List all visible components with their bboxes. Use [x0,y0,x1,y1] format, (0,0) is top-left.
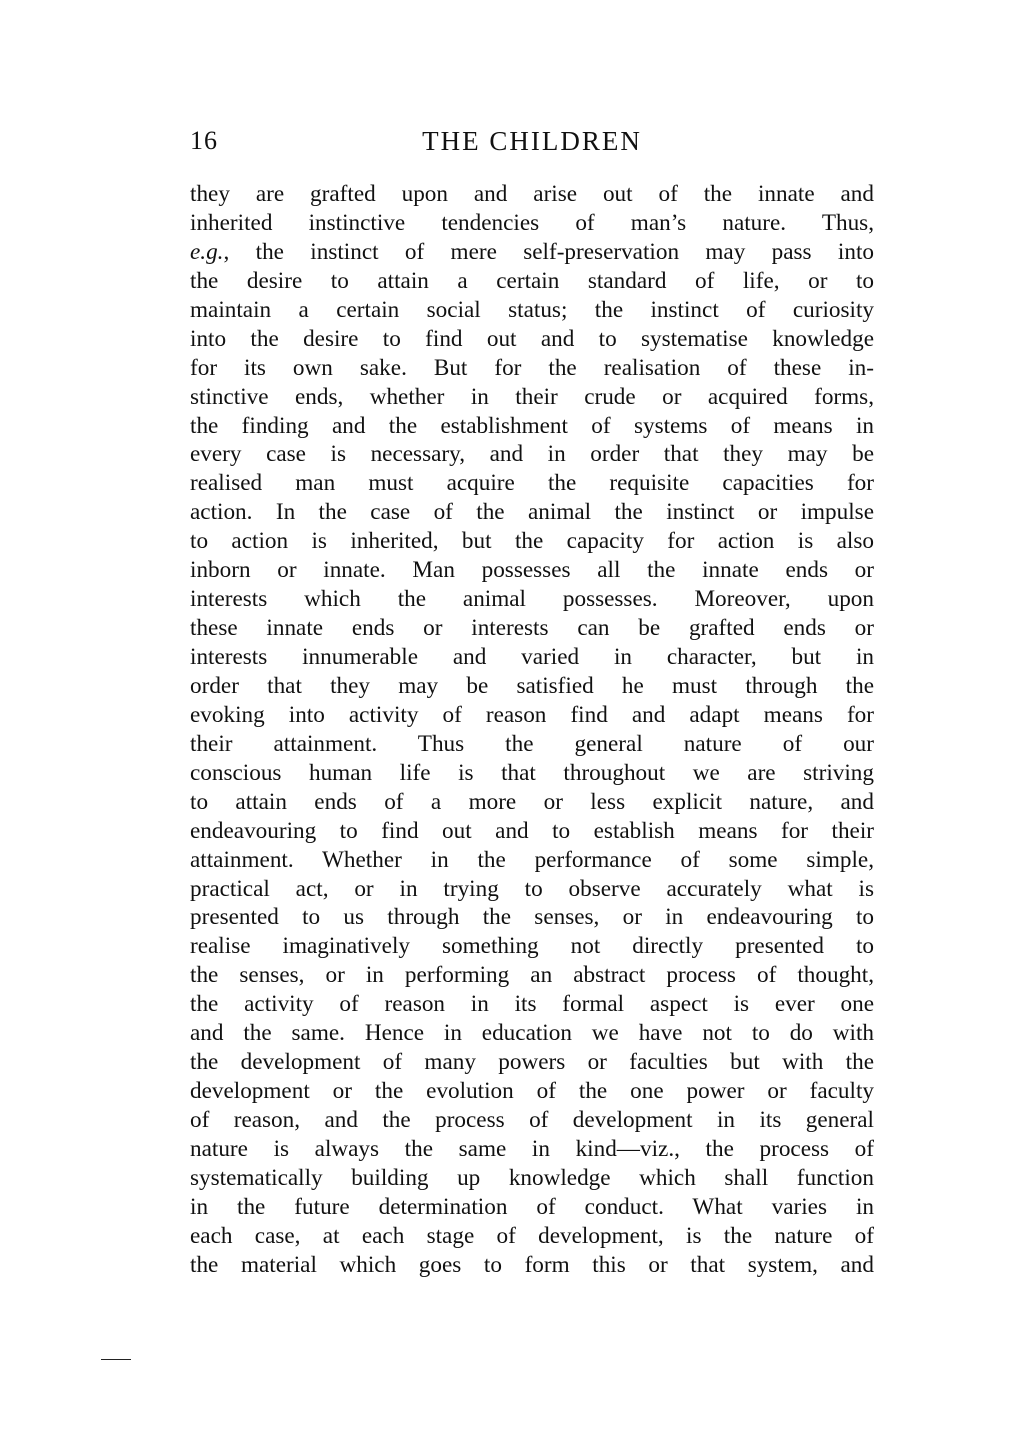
line-text: the finding and the establishment of systems of means in [190,412,874,439]
line-text: every case is necessary, and in order that they may be [190,441,874,468]
text-line [190,730,874,759]
text-line [190,1048,874,1077]
line-text: of reason, and the process of development in its general [190,1107,874,1133]
line-text: they are grafted upon and arise out of the innate and [190,181,874,207]
line-text: realised man must acquire the requisite capacities for [190,470,874,497]
line-text: for its own sake. But for the realisation of these in- [190,354,874,381]
line-text: the senses, or in performing an abstract process of thought, [190,962,874,989]
line-text: realise imaginatively something not directly presented to [190,933,874,960]
running-head [190,126,874,166]
line-text: to attain ends of a more or less explicit nature, and [190,788,874,815]
text-line [190,412,874,441]
line-text: in the future determination of conduct. What varies in [190,1193,874,1220]
text-line [190,1251,874,1280]
text-line [190,961,874,990]
body-text [190,180,874,1280]
text-line [190,990,874,1019]
text-line [190,180,874,209]
line-text: practical act, or in trying to observe accurately what is [190,875,874,902]
text-line [190,1106,874,1135]
text-line [190,556,874,585]
text-line [190,817,874,846]
text-line [190,1222,874,1251]
line-text: these innate ends or interests can be grafted ends or [190,615,874,642]
line-text: interests which the animal possesses. Moreover, upon [190,586,874,613]
text-line [190,585,874,614]
text-line [190,383,874,412]
line-text: the activity of reason in its formal aspect is ever one [190,991,874,1018]
text-line [190,903,874,932]
text-line [190,209,874,238]
line-text: , the instinct of mere self-preservation may pass into [223,238,874,265]
line-text: and the same. Hence in education we have not to do with [190,1020,874,1047]
text-line [190,932,874,961]
text-line [190,469,874,498]
line-text: conscious human life is that throughout we are striving [190,759,874,786]
text-line [190,296,874,325]
line-text: action. In the case of the animal the instinct or impulse [190,499,874,526]
line-text: nature is always the same in kind—viz., the process of [190,1135,874,1162]
text-line [190,643,874,672]
line-text: inherited instinctive tendencies of man’s nature. Thus, [190,209,874,236]
line-text: endeavouring to find out and to establish means for their [190,817,874,844]
text-line [190,875,874,904]
text-line [190,614,874,643]
footer-rule [101,1359,131,1360]
line-text: order that they may be satisfied he must through the [190,672,874,699]
line-text: interests innumerable and varied in character, but in [190,644,874,670]
text-line [190,846,874,875]
line-text: the desire to attain a certain standard of life, or to [190,267,874,294]
text-line [190,325,874,354]
line-text: into the desire to find out and to systematise knowledge [190,325,874,352]
line-text: the development of many powers or faculties but with the [190,1049,874,1076]
line-text: the material which goes to form this or that system, and [190,1251,874,1278]
text-line [190,527,874,556]
text-line [190,238,874,267]
text-line [190,1193,874,1222]
text-line [190,701,874,730]
line-text: attainment. Whether in the performance of some simple, [190,846,874,873]
text-line [190,672,874,701]
line-text: presented to us through the senses, or in endeavouring to [190,904,874,931]
text-line [190,1077,874,1106]
text-line [190,788,874,817]
text-line [190,498,874,527]
line-text: systematically building up knowledge which shall function [190,1164,874,1191]
line-text: stinctive ends, whether in their crude or acquired forms, [190,383,874,410]
text-line [190,759,874,788]
running-title: THE CHILDREN [422,126,642,156]
text-line [190,267,874,296]
line-text: their attainment. Thus the general nature of our [190,730,874,757]
page-number: 16 [190,126,218,155]
line-text: evoking into activity of reason find and adapt means for [190,701,874,728]
text-line [190,1164,874,1193]
line-text: development or the evolution of the one power or faculty [190,1078,874,1105]
line-text: each case, at each stage of development, is the nature of [190,1222,874,1249]
text-line [190,440,874,469]
line-text: inborn or innate. Man possesses all the innate ends or [190,557,874,584]
line-text: maintain a certain social status; the instinct of curiosity [190,296,874,323]
text-line [190,1019,874,1048]
text-line [190,1135,874,1164]
italic-text: e.g. [190,238,224,265]
line-text: to action is inherited, but the capacity for action is also [190,528,874,555]
text-line [190,354,874,383]
